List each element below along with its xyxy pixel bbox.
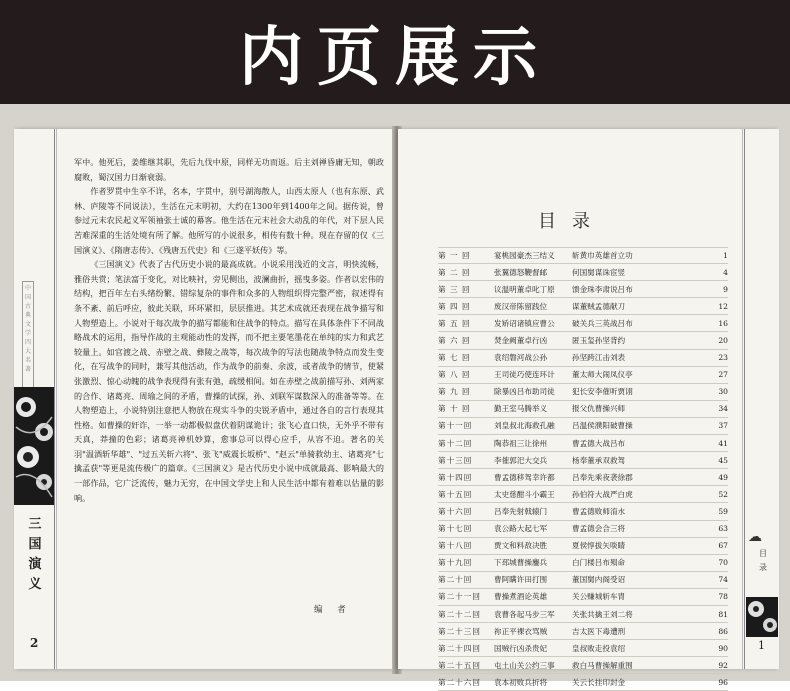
toc-title-part-2: 吕温侯濮阳破曹操 bbox=[572, 421, 633, 431]
toc-page-number: 63 bbox=[718, 524, 728, 534]
toc-chapter-number: 第十二回 bbox=[438, 438, 473, 448]
toc-page-number: 16 bbox=[718, 318, 728, 328]
toc-title: 目录 bbox=[538, 211, 606, 232]
toc-chapter-number: 第 五 回 bbox=[438, 318, 471, 328]
toc-row bbox=[438, 606, 728, 623]
editor-signature: 编 者 bbox=[314, 605, 352, 615]
toc-page-number: 67 bbox=[718, 541, 728, 551]
toc-row bbox=[438, 521, 728, 538]
toc-row bbox=[438, 298, 728, 315]
toc-row bbox=[438, 589, 728, 606]
toc-title-part-1: 下邳城曹操鏖兵 bbox=[494, 558, 548, 568]
page-number-left: 2 bbox=[30, 636, 39, 650]
toc-chapter-number: 第 六 回 bbox=[438, 336, 471, 346]
toc-title-part-2: 破关兵三英战吕布 bbox=[572, 318, 633, 328]
toc-title-part-1: 李傕郭汜大交兵 bbox=[494, 455, 548, 465]
toc-row bbox=[438, 315, 728, 332]
toc-row bbox=[438, 435, 728, 452]
toc-row bbox=[438, 247, 728, 264]
right-page bbox=[398, 129, 779, 687]
toc-page-number: 30 bbox=[718, 387, 728, 397]
toc-title-part-2: 关公赚城斩车胄 bbox=[572, 592, 626, 602]
toc-title-part-2: 关云长挂印封金 bbox=[572, 677, 626, 687]
toc-title-part-1: 勤王室马腾举义 bbox=[494, 404, 548, 414]
toc-row bbox=[438, 264, 728, 281]
right-margin-rule bbox=[744, 129, 745, 669]
toc-chapter-number: 第 二 回 bbox=[438, 267, 471, 277]
toc-page-number: 1 bbox=[723, 251, 728, 261]
toc-title-part-1: 除暴凶吕布助司徒 bbox=[494, 387, 555, 397]
toc-chapter-number: 第二十五回 bbox=[438, 660, 481, 670]
toc-row bbox=[438, 332, 728, 349]
toc-title-part-2: 董太师大闹凤仪亭 bbox=[572, 370, 633, 380]
toc-title-part-2: 皇叔败走投袁绍 bbox=[572, 643, 626, 653]
toc-page-number: 96 bbox=[718, 677, 728, 687]
toc-row bbox=[438, 503, 728, 520]
toc-title-part-1: 焚金阙董卓行凶 bbox=[494, 336, 548, 346]
toc-page-number: 70 bbox=[718, 558, 728, 568]
floral-ornament-icon bbox=[14, 387, 54, 505]
toc-page-number: 27 bbox=[718, 370, 728, 380]
toc-title-part-1: 袁本初败兵折将 bbox=[494, 677, 548, 687]
toc-chapter-number: 第十六回 bbox=[438, 506, 473, 516]
toc-chapter-number: 第十三回 bbox=[438, 455, 473, 465]
cloud-ornament-icon: ☁ bbox=[748, 529, 762, 545]
intro-body-text bbox=[74, 155, 384, 505]
toc-row bbox=[438, 469, 728, 486]
toc-row bbox=[438, 674, 728, 691]
toc-title-part-1: 议温明董卓叱丁原 bbox=[494, 284, 555, 294]
toc-title-part-2: 斩黄巾英雄首立功 bbox=[572, 251, 633, 261]
toc-page-number: 86 bbox=[718, 626, 728, 636]
toc-title-part-2: 白门楼吕布殒命 bbox=[572, 558, 626, 568]
toc-chapter-number: 第 七 回 bbox=[438, 353, 471, 363]
toc-page-number: 52 bbox=[718, 489, 728, 499]
toc-chapter-number: 第 十 回 bbox=[438, 404, 471, 414]
toc-page-number: 41 bbox=[718, 438, 728, 448]
toc-title-part-2: 谋董贼孟德献刀 bbox=[572, 301, 626, 311]
toc-row bbox=[438, 572, 728, 589]
toc-chapter-number: 第十四回 bbox=[438, 472, 473, 482]
toc-title-part-1: 曹操煮酒论英雄 bbox=[494, 592, 548, 602]
toc-chapter-number: 第二十六回 bbox=[438, 677, 481, 687]
toc-row bbox=[438, 384, 728, 401]
toc-title-part-2: 关张共擒王刘二将 bbox=[572, 609, 633, 619]
toc-title-part-2: 匿玉玺孙坚背约 bbox=[572, 336, 626, 346]
toc-row bbox=[438, 281, 728, 298]
banner-title: 内页展示 bbox=[239, 21, 551, 95]
toc-title-part-2: 曹孟德败师淯水 bbox=[572, 506, 626, 516]
toc-title-part-1: 曹孟德移驾幸许都 bbox=[494, 472, 555, 482]
toc-title-part-1: 袁公路大起七军 bbox=[494, 524, 548, 534]
toc-title-part-1: 刘皇叔北海救孔融 bbox=[494, 421, 555, 431]
left-margin-rule bbox=[54, 129, 55, 669]
toc-title-part-2: 馈金珠李肃说吕布 bbox=[572, 284, 633, 294]
toc-chapter-number: 第十九回 bbox=[438, 558, 473, 568]
toc-title-part-2: 救白马曹操解重围 bbox=[572, 660, 633, 670]
toc-title-part-2: 何国舅谋诛宦竖 bbox=[572, 267, 626, 277]
toc-title-part-2: 董国舅内阁受诏 bbox=[572, 575, 626, 585]
side-toc-title: 目录 bbox=[759, 549, 767, 572]
toc-row bbox=[438, 486, 728, 503]
floral-ornament-icon bbox=[746, 597, 778, 637]
toc-title-part-1: 祢正平裸衣骂贼 bbox=[494, 626, 548, 636]
toc-title-part-2: 吕奉先乘夜袭徐郡 bbox=[572, 472, 633, 482]
toc-page-number: 49 bbox=[718, 472, 728, 482]
toc-title-part-1: 袁曹各起马步三军 bbox=[494, 609, 555, 619]
toc-chapter-number: 第 八 回 bbox=[438, 370, 471, 380]
toc-title-part-1: 吕奉先射戟辕门 bbox=[494, 506, 548, 516]
toc-title-part-1: 王司徒巧使连环计 bbox=[494, 370, 555, 380]
toc-title-part-2: 曹孟德会合三将 bbox=[572, 524, 626, 534]
toc-title-part-1: 陶恭祖三让徐州 bbox=[494, 438, 548, 448]
series-label: 中国古典文学四大名著 bbox=[22, 281, 34, 391]
toc-title-part-1: 曹阿瞒许田打围 bbox=[494, 575, 548, 585]
toc-row bbox=[438, 452, 728, 469]
toc-title-part-2: 犯长安李傕听贾诩 bbox=[572, 387, 633, 397]
toc-chapter-number: 第二十二回 bbox=[438, 609, 481, 619]
toc-chapter-number: 第 三 回 bbox=[438, 284, 471, 294]
toc-page-number: 78 bbox=[718, 592, 728, 602]
toc-title-part-1: 太史慈酣斗小霸王 bbox=[494, 489, 555, 499]
banner-header bbox=[0, 0, 790, 104]
toc-title-part-1: 宴桃园豪杰三结义 bbox=[494, 251, 555, 261]
toc-page-number: 20 bbox=[718, 336, 728, 346]
toc-row bbox=[438, 657, 728, 674]
toc-title-part-1: 发矫诏诸镇应曹公 bbox=[494, 318, 555, 328]
toc-page-number: 74 bbox=[718, 575, 728, 585]
toc-chapter-number: 第 四 回 bbox=[438, 301, 471, 311]
toc-chapter-number: 第 一 回 bbox=[438, 251, 471, 261]
toc-chapter-number: 第二十一回 bbox=[438, 592, 481, 602]
toc-chapter-number: 第十五回 bbox=[438, 489, 473, 499]
toc-page-number: 34 bbox=[718, 404, 728, 414]
toc-row bbox=[438, 538, 728, 555]
toc-title-part-1: 张翼德怒鞭督邮 bbox=[494, 267, 548, 277]
toc-title-part-1: 废汉帝陈留践位 bbox=[494, 301, 548, 311]
toc-title-part-2: 孙坚跨江击刘表 bbox=[572, 353, 626, 363]
toc-page-number: 45 bbox=[718, 455, 728, 465]
toc-title-part-1: 袁绍磐河战公孙 bbox=[494, 353, 548, 363]
page-number-right: 1 bbox=[758, 639, 765, 652]
toc-chapter-number: 第十一回 bbox=[438, 421, 473, 431]
paragraph: 作者罗贯中生卒不详，名本，字贯中，别号湖海散人，山西太原人（也有东原、武林、庐陵等不同说法），生活在元末明初，大约在1300年到1400年之间。据传说，曾参过元末农民起义军领袖张士诚的幕客。他生活在元末社会大动乱的年代，对下层人民苦难深重的生活处境有所了解。他所写的小说很多，相传有数十种。现在存留的仅《三国演义》、《隋唐志传》、《残唐五代史》和《三遂平妖传》等。 bbox=[74, 186, 384, 255]
right-margin-rule-inner bbox=[742, 129, 743, 669]
toc-title-part-2: 夏侯惇拔矢啖睛 bbox=[572, 541, 626, 551]
toc-row bbox=[438, 401, 728, 418]
toc-row bbox=[438, 367, 728, 384]
toc-page-number: 12 bbox=[718, 301, 728, 311]
toc-row bbox=[438, 350, 728, 367]
toc-page-number: 23 bbox=[718, 353, 728, 363]
toc-page-number: 37 bbox=[718, 421, 728, 431]
toc-page-number: 90 bbox=[718, 643, 728, 653]
toc-row bbox=[438, 418, 728, 435]
toc-page-number: 92 bbox=[718, 660, 728, 670]
table-of-contents bbox=[438, 247, 728, 691]
toc-title-part-2: 吉太医下毒遭刑 bbox=[572, 626, 626, 636]
toc-row bbox=[438, 640, 728, 657]
toc-title-part-2: 曹孟德大战吕布 bbox=[572, 438, 626, 448]
toc-row bbox=[438, 623, 728, 640]
toc-title-part-2: 报父仇曹操兴师 bbox=[572, 404, 626, 414]
toc-chapter-number: 第 九 回 bbox=[438, 387, 471, 397]
toc-title-part-1: 国贼行凶杀贵妃 bbox=[494, 643, 548, 653]
paragraph: 《三国演义》代表了古代历史小说的最高成就。小说采用浅近的文言，明快流畅，雅俗共赏；笔法富于变化，对比映衬，旁见侧出，波澜曲折，摇曳多姿。作者以宏伟的结构，把百年左右头绪纷繁、错综复杂的事件和众多的人物组织得完整严密，叙述得有条不紊、前后呼应，彼此关联，环环紧扣，层层推进。其艺术成就还表现在战争描写和人物塑造上。小说对于每次战争的描写都能和住战争的特点。描写在具体条件下不同战略战术的运用，指导作战的主观能动性的发挥，而不把主要笔墨花在单纯的实力和武艺较量上。如官渡之战、赤壁之战、彝陵之战等，每次战争的写法也随战争特点而发生变化，在写战争的同时，兼写其他活动，作为战争的前奏、余波，或者战争的情节，使紧张激烈、惊心动魄的战争表现得有张有弛，疏缓相间。如在赤壁之战前描写孙、刘两家的合作、诸葛亮、周瑜之间的矛盾，曹操的试探，孙、刘联军谋数深入的准备等等。在人物塑造上，小说特别注意把人物放在现实斗争的尖锐矛盾中，通过各自的言行表现其性格。如曹操的奸诈，一举一动都极似盘伏着阴谋诡计；张飞心直口快，无外乎不带有天真，莽撞的色彩；诸葛亮神机妙算，愈事总可以得心应手，从容不迫。著名的关羽"温酒斩华雄"、"过五关斩六将"、张飞"威震长坂桥"、"赵云"单骑救幼主、诸葛亮"七擒孟获"等更是流传极广的篇章。《三国演义》是古代历史小说中成就最高、影响最大的一部作品，它广泛流传，魅力无穷，在中国文学史上和人民生活中都有着难以估量的影响。 bbox=[74, 259, 384, 503]
toc-chapter-number: 第二十四回 bbox=[438, 643, 481, 653]
toc-title-part-2: 孙伯符大战严白虎 bbox=[572, 489, 633, 499]
toc-page-number: 9 bbox=[723, 284, 728, 294]
toc-chapter-number: 第十七回 bbox=[438, 524, 473, 534]
toc-page-number: 59 bbox=[718, 506, 728, 516]
left-page bbox=[14, 129, 396, 669]
side-book-title: 三国演义 bbox=[28, 517, 42, 592]
toc-page-number: 81 bbox=[718, 609, 728, 619]
toc-title-part-1: 贾文和料敌决胜 bbox=[494, 541, 548, 551]
left-margin-rule-inner bbox=[56, 129, 57, 669]
toc-chapter-number: 第二十三回 bbox=[438, 626, 481, 636]
toc-page-number: 4 bbox=[723, 267, 728, 277]
toc-chapter-number: 第十八回 bbox=[438, 541, 473, 551]
toc-title-part-1: 屯土山关公约三事 bbox=[494, 660, 555, 670]
paragraph: 军中。他死后，姜维继其职，先后九伐中原，同样无功而返。后主刘禅昏庸无知，朝政腐败，蜀汉国力日渐衰弱。 bbox=[74, 157, 384, 182]
toc-row bbox=[438, 555, 728, 572]
toc-chapter-number: 第二十回 bbox=[438, 575, 473, 585]
toc-title-part-2: 杨奉董承双救驾 bbox=[572, 455, 626, 465]
